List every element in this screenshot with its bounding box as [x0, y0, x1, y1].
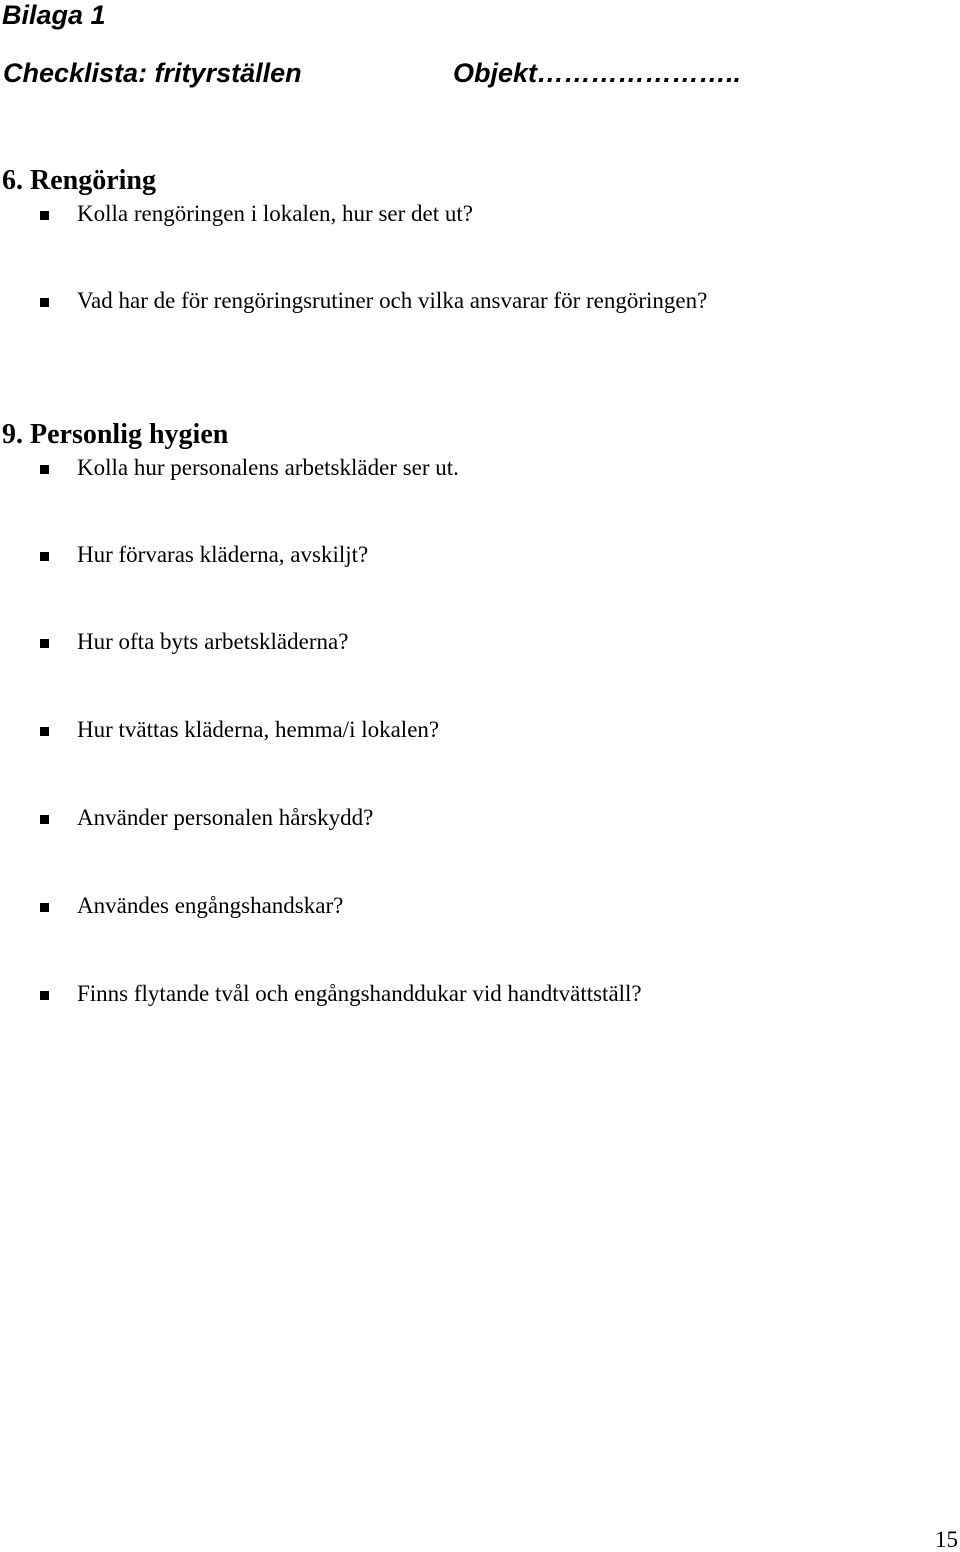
section-heading-personlig-hygien: 9. Personlig hygien	[2, 419, 229, 450]
checklist-item	[40, 893, 940, 926]
square-bullet-icon	[40, 991, 49, 1000]
checklist-item-text: Hur förvaras kläderna, avskiljt?	[77, 542, 369, 567]
checklist-item	[40, 717, 940, 750]
square-bullet-icon	[40, 639, 49, 648]
checklist-item	[40, 981, 940, 1014]
checklist-item-text: Kolla hur personalens arbetskläder ser ut.	[77, 455, 459, 480]
checklist-title: Checklista: frityrställen	[3, 58, 302, 88]
checklist-item-text: Hur tvättas kläderna, hemma/i lokalen?	[77, 717, 440, 742]
square-bullet-icon	[40, 465, 49, 474]
appendix-label: Bilaga 1	[2, 0, 106, 30]
square-bullet-icon	[40, 211, 49, 220]
checklist-item-text: Användes engångshandskar?	[77, 893, 344, 918]
square-bullet-icon	[40, 727, 49, 736]
checklist-item	[40, 201, 940, 234]
square-bullet-icon	[40, 552, 49, 561]
checklist-item	[40, 455, 940, 488]
square-bullet-icon	[40, 815, 49, 824]
page-number: 15	[935, 1527, 958, 1552]
checklist-item-text: Finns flytande tvål och engångshanddukar vid handtvättställ?	[77, 981, 642, 1006]
checklist-item-text: Vad har de för rengöringsrutiner och vilka ansvarar för rengöringen?	[77, 288, 708, 313]
square-bullet-icon	[40, 903, 49, 912]
checklist-item	[40, 288, 940, 321]
checklist-item	[40, 805, 940, 838]
section-heading-rengoring: 6. Rengöring	[2, 165, 156, 196]
checklist-item	[40, 542, 940, 575]
object-label: Objekt…………………..	[453, 58, 742, 88]
checklist-item-text: Hur ofta byts arbetskläderna?	[77, 629, 349, 654]
square-bullet-icon	[40, 298, 49, 307]
checklist-item-text: Använder personalen hårskydd?	[77, 805, 374, 830]
checklist-item	[40, 629, 940, 662]
checklist-item-text: Kolla rengöringen i lokalen, hur ser det ut?	[77, 201, 473, 226]
